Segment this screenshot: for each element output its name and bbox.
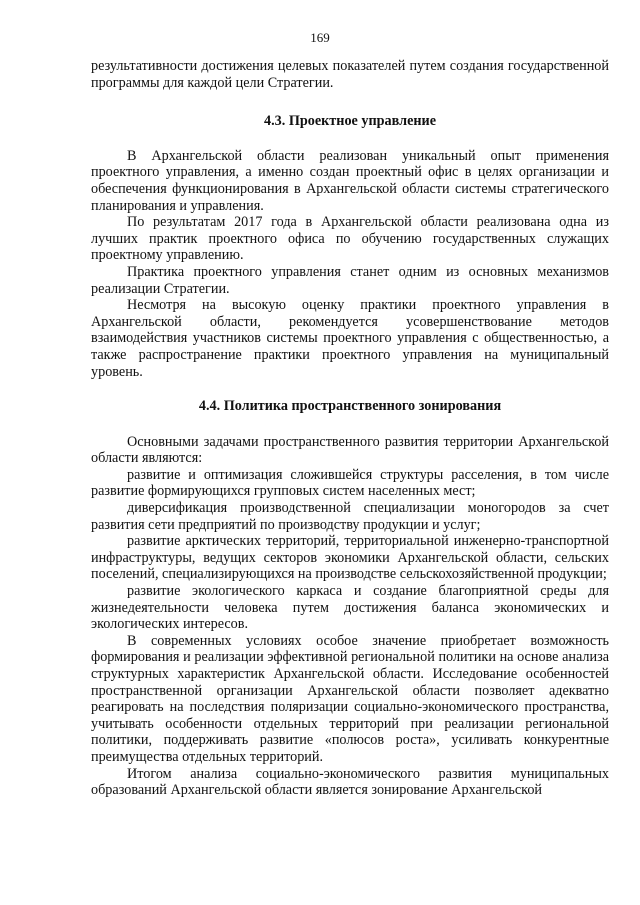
section-4-4-paragraph: В современных условиях особое значение приобретает возможность формирования и реализации эффективной региональной политики на основе анализа структурных характеристик Архангельской области. Исследование особенностей пространственной организации Архангельской области позволяет адекватно реагировать на последствия поляризации социально-экономического пространства, учитывать особенности отдельных территорий при реализации региональной политики, поддерживать развитие «полюсов роста», усиливать конкурентные преимущества отдельных территорий. [91, 632, 609, 765]
intro-paragraph: результативности достижения целевых показателей путем создания государственной программы для каждой цели Стратегии. [91, 58, 609, 91]
page-number: 169 [310, 30, 330, 45]
section-4-4-list-item: развитие экологического каркаса и создание благоприятной среды для жизнедеятельности человека путем достижения баланса экономических и экологических интересов. [91, 583, 609, 633]
section-4-3-paragraph: Несмотря на высокую оценку практики проектного управления в Архангельской области, рекомендуется усовершенствование методов взаимодействия участников системы проектного управления с общественностью, а также распространение практики проектного управления на муниципальный уровень. [91, 297, 609, 380]
section-4-4-list-item: развитие и оптимизация сложившейся структуры расселения, в том числе развитие формирующихся групповых систем населенных мест; [91, 466, 609, 500]
section-4-3-paragraph: В Архангельской области реализован уникальный опыт применения проектного управления, а именно создан проектный офис в целях организации и обеспечения функционирования в Архангельской области системы стратегического планирования и управления. [91, 147, 609, 214]
section-4-4-list-item: диверсификация производственной специализации моногородов за счет развития сети предприятий по производству продукции и услуг; [91, 500, 609, 533]
page-content [91, 58, 609, 799]
section-4-4-paragraph: Итогом анализа социально-экономического развития муниципальных образований Архангельской области является зонирование Архангельской [91, 765, 609, 799]
section-4-4-heading: 4.4. Политика пространственного зонирования [198, 398, 502, 415]
section-4-3-paragraph: По результатам 2017 года в Архангельской области реализована одна из лучших практик проектного офиса по обучению государственных служащих проектному управлению. [91, 214, 609, 264]
section-4-3-heading: 4.3. Проектное управление [263, 113, 437, 130]
section-4-3-paragraph: Практика проектного управления станет одним из основных механизмов реализации Стратегии. [91, 263, 609, 297]
section-4-4-list-item: развитие арктических территорий, территориальной инженерно-транспортной инфраструктуры, ведущих секторов экономики Архангельской области, сельских поселений, специализирующихся на производстве сельскохозяйственной продукции; [91, 533, 609, 583]
section-4-4-paragraph: Основными задачами пространственного развития территории Архангельской области являются: [91, 433, 609, 467]
